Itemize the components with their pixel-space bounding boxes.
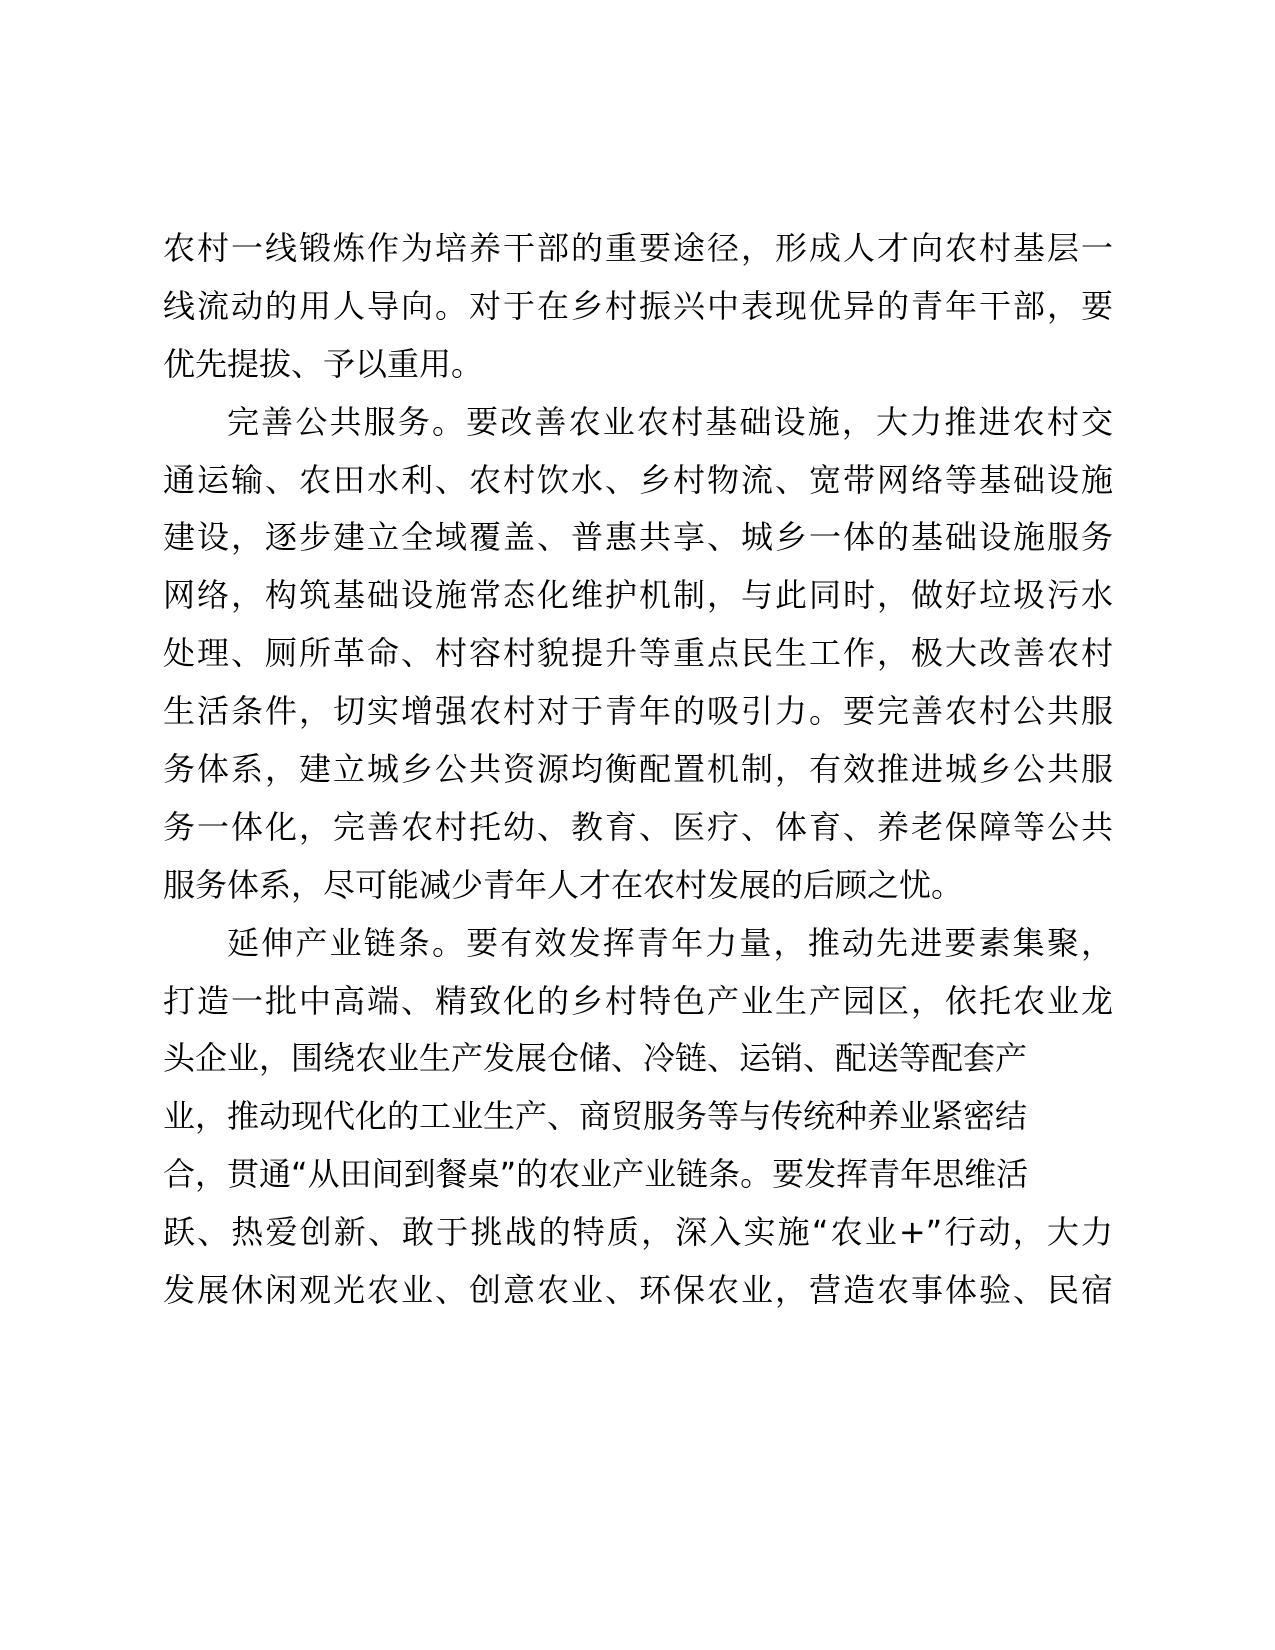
paragraph-2-line-4: 网络，构筑基础设施常态化维护机制，与此同时，做好垃圾污水 <box>163 576 1113 615</box>
paragraph-3-line-4: 业，推动现代化的工业生产、商贸服务等与传统种养业紧密结 <box>163 1097 1028 1136</box>
paragraph-3-line-1: 延伸产业链条。要有效发挥青年力量，推动先进要素集聚， <box>227 923 1113 962</box>
paragraph-2-line-2: 通运输、农田水利、农村饮水、乡村物流、宽带网络等基础设施 <box>163 460 1113 499</box>
paragraph-2-line-6: 生活条件，切实增强农村对于青年的吸引力。要完善农村公共服 <box>163 692 1113 731</box>
paragraph-2-line-8: 务一体化，完善农村托幼、教育、医疗、体育、养老保障等公共 <box>163 807 1113 846</box>
paragraph-3-line-6: 跃、热爱创新、敢于挑战的特质，深入实施“农业+”行动，大力 <box>163 1213 1113 1252</box>
paragraph-2-line-9: 服务体系，尽可能减少青年人才在农村发展的后顾之忧。 <box>163 865 964 904</box>
paragraph-2-line-1: 完善公共服务。要改善农业农村基础设施，大力推进农村交 <box>227 402 1113 441</box>
paragraph-1-line-1: 农村一线锻炼作为培养干部的重要途径，形成人才向农村基层一 <box>163 229 1113 267</box>
paragraph-2-line-7: 务体系，建立城乡公共资源均衡配置机制，有效推进城乡公共服 <box>163 750 1113 789</box>
paragraph-2-line-3: 建设，逐步建立全域覆盖、普惠共享、城乡一体的基础设施服务 <box>163 518 1113 557</box>
paragraph-1-line-3: 优先提拔、予以重用。 <box>163 344 484 383</box>
document-body <box>163 220 1113 1320</box>
paragraph-2-line-5: 处理、厕所革命、村容村貌提升等重点民生工作，极大改善农村 <box>163 634 1113 673</box>
paragraph-1-line-2: 线流动的用人导向。对于在乡村振兴中表现优异的青年干部，要 <box>163 286 1113 325</box>
paragraph-3-line-5: 合，贯通“从田间到餐桌”的农业产业链条。要发挥青年思维活 <box>163 1155 1029 1194</box>
paragraph-3-line-3: 头企业，围绕农业生产发展仓储、冷链、运销、配送等配套产 <box>163 1039 1028 1078</box>
paragraph-3-line-2: 打造一批中高端、精致化的乡村特色产业生产园区，依托农业龙 <box>163 981 1113 1020</box>
paragraph-3-line-7: 发展休闲观光农业、创意农业、环保农业，营造农事体验、民宿 <box>163 1271 1113 1310</box>
